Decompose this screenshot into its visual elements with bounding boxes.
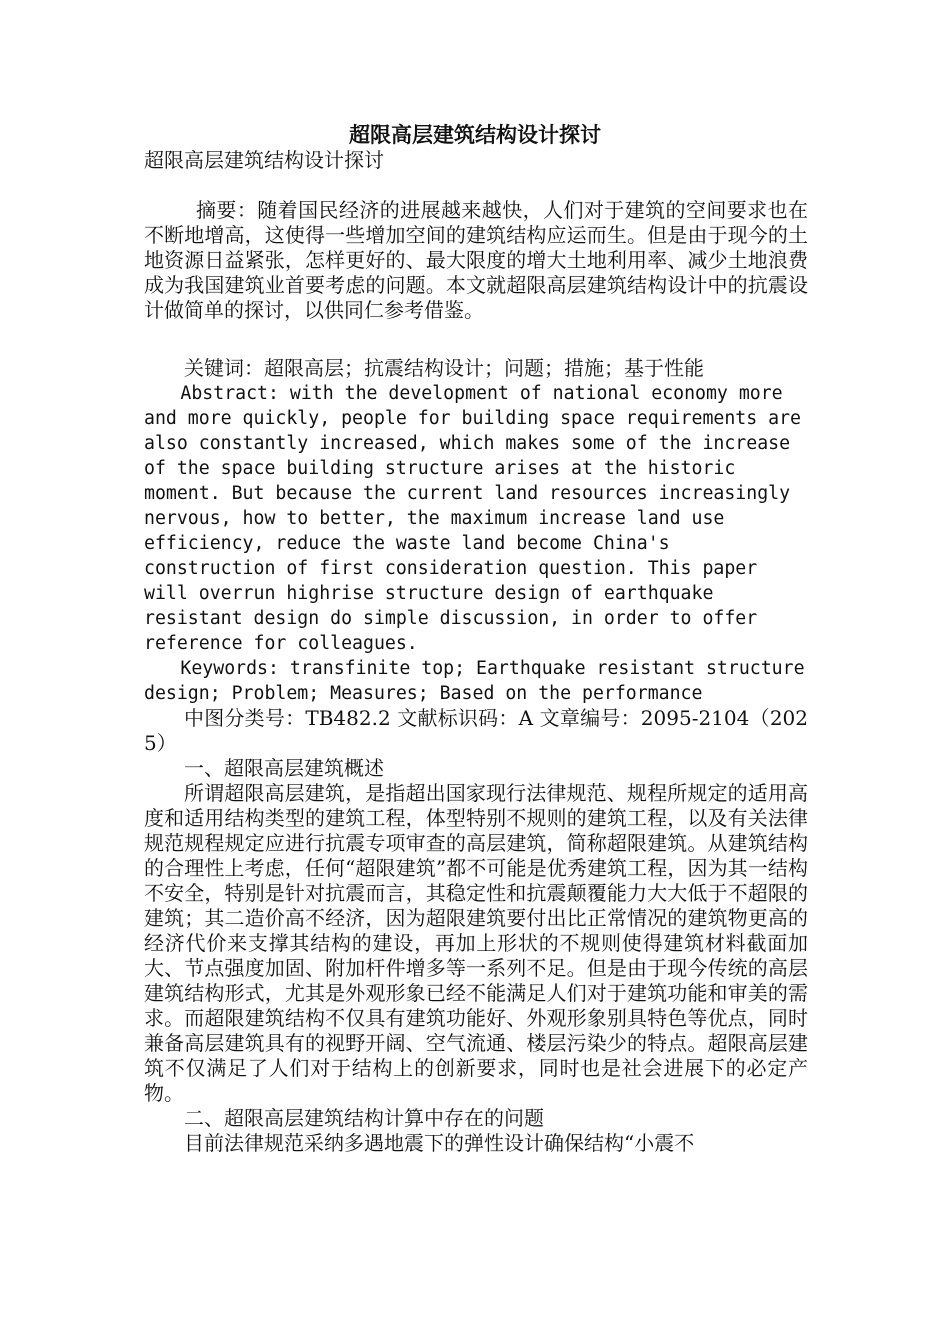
- section-2-body: 目前法律规范采纳多遇地震下的弹性设计确保结构“小震不: [184, 1131, 695, 1155]
- document-body: [144, 148, 808, 1156]
- section-1-body: 所谓超限高层建筑，是指超出国家现行法律规范、规程所规定的适用高度和适用结构类型的建筑工程，体型特别不规则的建筑工程，以及有关法律规范规程规定应进行抗震专项审查的高层建筑，简称超限建筑。从建筑结构的合理性上考虑，任何“超限建筑”都不可能是优秀建筑工程，因为其一结构不安全，特别是针对抗震而言，其稳定性和抗震颠覆能力大大低于不超限的建筑；其二造价高不经济，因为超限建筑要付出比正常情况的建筑物更高的经济代价来支撑其结构的建设，再加上形状的不规则使得建筑材料截面加大、节点强度加固、附加杆件增多等一系列不足。但是由于现今传统的高层建筑结构形式，尤其是外观形象已经不能满足人们对于建筑功能和审美的需求。而超限建筑结构不仅具有建筑功能好、外观形象别具特色等优点，同时兼备高层建筑具有的视野开阔、空气流通、楼层污染少的特点。超限高层建筑不仅满足了人们对于结构上的创新要求，同时也是社会进展下的必定产物。: [144, 781, 808, 1105]
- abstract-chinese: 摘要：随着国民经济的进展越来越快，人们对于建筑的空间要求也在不断地增高，这使得一些增加空间的建筑结构应运而生。但是由于现今的土地资源日益紧张，怎样更好的、最大限度的增大土地利用率、减少土地浪费成为我国建筑业首要考虑的问题。本文就超限高层建筑结构设计中的抗震设计做简单的探讨，以供同仁参考借鉴。: [144, 198, 808, 322]
- section-2-heading: 二、超限高层建筑结构计算中存在的问题: [184, 1106, 544, 1130]
- section-1-heading: 一、超限高层建筑概述: [184, 756, 384, 780]
- keywords-chinese: 关键词：超限高层；抗震结构设计；问题；措施；基于性能: [184, 356, 704, 380]
- classification-line: 中图分类号：TB482.2 文献标识码：A 文章编号：2095-2104（2025）: [144, 706, 808, 755]
- keywords-english: Keywords: transfinite top; Earthquake resistant structure design; Problem; Measures; Based on the performance: [144, 658, 805, 704]
- document-title: 超限高层建筑结构设计探讨: [349, 122, 601, 147]
- document-subtitle: 超限高层建筑结构设计探讨: [144, 148, 384, 172]
- abstract-english: Abstract: with the development of national economy more and more quickly, people for building space requirements are also constantly increased, which makes some of the increase of the space building structure arises at the historic moment. But because the current land resources increasingly nervous, how to better, the maximum increase land use efficiency, reduce the waste land become China's construction of first consideration question. This paper will overrun highrise structure design of earthquake resistant design do simple discussion, in order to offer reference for colleagues.: [144, 383, 801, 654]
